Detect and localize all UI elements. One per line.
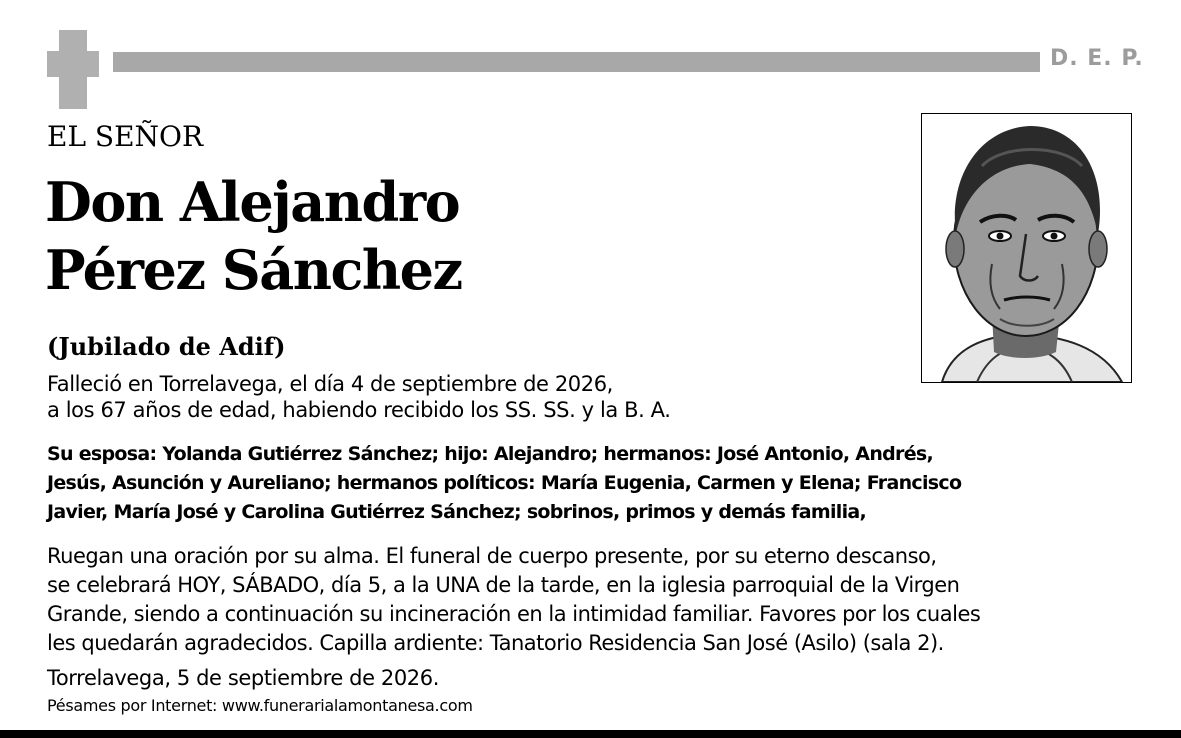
family-line: Javier, María José y Carolina Gutiérrez Sánchez; sobrinos, primos y demás familia,	[47, 501, 867, 523]
deceased-name	[45, 168, 462, 304]
prefix-title: EL SEÑOR	[47, 120, 204, 153]
death-line-2: a los 67 años de edad, habiendo recibido los SS. SS. y la B. A.	[47, 398, 671, 422]
dep-label: D. E. P.	[1050, 46, 1144, 71]
funeral-paragraph	[47, 542, 980, 658]
bottom-border	[0, 730, 1181, 738]
condolences-website: Pésames por Internet: www.funerarialamontanesa.com	[47, 696, 473, 715]
family-line: Su esposa: Yolanda Gutiérrez Sánchez; hijo: Alejandro; hermanos: José Antonio, Andrés,	[47, 443, 934, 465]
death-line-1: Falleció en Torrelavega, el día 4 de septiembre de 2026,	[47, 372, 613, 396]
header-bar	[113, 52, 1040, 72]
cross-icon-horizontal	[47, 51, 99, 77]
funeral-line: se celebrará HOY, SÁBADO, día 5, a la UNA de la tarde, en la iglesia parroquial de la Virgen	[47, 573, 960, 597]
funeral-line: Grande, siendo a continuación su incineración en la intimidad familiar. Favores por los cuales	[47, 602, 981, 626]
place-date-line: Torrelavega, 5 de septiembre de 2026.	[47, 666, 440, 690]
name-line-2: Pérez Sánchez	[45, 238, 462, 302]
funeral-line: les quedarán agradecidos. Capilla ardiente: Tanatorio Residencia San José (Asilo) (sala 2).	[47, 631, 944, 655]
family-line: Jesús, Asunción y Aureliano; hermanos políticos: María Eugenia, Carmen y Elena; Francisco	[47, 472, 962, 494]
portrait-image	[922, 114, 1131, 382]
funeral-line: Ruegan una oración por su alma. El funeral de cuerpo presente, por su eterno descanso,	[47, 544, 937, 568]
family-paragraph	[47, 440, 1137, 527]
name-line-1: Don Alejandro	[45, 170, 460, 234]
occupation: (Jubilado de Adif)	[47, 332, 286, 361]
portrait-photo	[921, 113, 1132, 383]
